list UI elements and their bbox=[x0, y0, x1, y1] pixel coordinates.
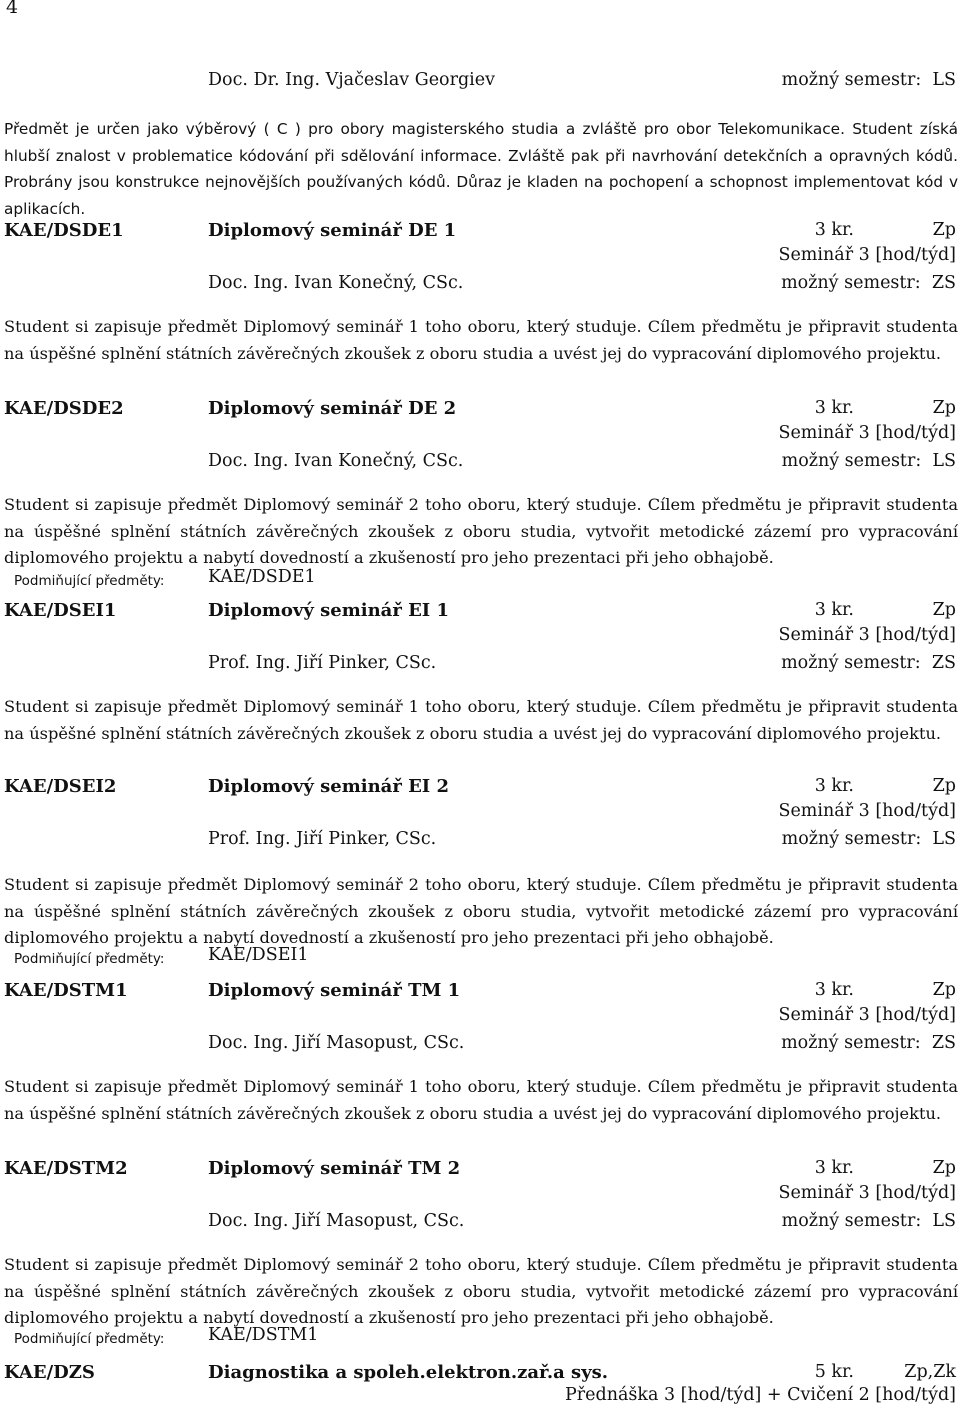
course-credits: 5 kr. bbox=[814, 1362, 854, 1382]
course-semester bbox=[782, 451, 956, 471]
course-semester bbox=[782, 829, 956, 849]
course-teacher: Prof. Ing. Jiří Pinker, CSc. bbox=[208, 829, 437, 849]
semester-label: možný semestr: bbox=[781, 1211, 922, 1231]
prereq-value: KAE/DSEI1 bbox=[208, 945, 309, 965]
semester-label: možný semestr: bbox=[781, 1033, 921, 1053]
course-teacher: Doc. Ing. Jiří Masopust, CSc. bbox=[208, 1211, 465, 1231]
course-credits: 3 kr. bbox=[814, 398, 854, 418]
course-code: KAE/DZS bbox=[4, 1362, 95, 1383]
course-code: KAE/DSDE2 bbox=[4, 398, 124, 419]
course-hours: Seminář 3 [hod/týd] bbox=[778, 801, 956, 821]
course-completion: Zp bbox=[932, 776, 956, 796]
course-description: Student si zapisuje předmět Diplomový seminář 2 toho oboru, který studuje. Cílem předmětu je připravit studenta na úspěšné splnění státních závěrečných zkoušek z oboru studia, vytvořit metodické zázemí pro vypracování diplomového projektu a nabytí dovedností a zkušeností pro jeho prezentaci při jeho obhajobě. bbox=[4, 495, 958, 567]
intro-description: Předmět je určen jako výběrový ( C ) pro obory magisterského studia a zvláště pro obor Telekomunikace. Student získá hlubší znalost v problematice kódování při sdělování informace. Zvláště pak při navrhování detekčních a opravných kódů. Probrány jsou konstrukce nejnovějších používaných kódů. Důraz je kladen na pochopení a schopnost implementovat kód v aplikacích. bbox=[4, 120, 958, 218]
semester-value: LS bbox=[932, 829, 956, 849]
course-completion: Zp bbox=[932, 600, 956, 620]
semester-label: možný semestr: bbox=[781, 653, 921, 673]
course-teacher: Doc. Ing. Jiří Masopust, CSc. bbox=[208, 1033, 465, 1053]
semester-value: LS bbox=[932, 451, 956, 471]
course-completion: Zp bbox=[932, 980, 956, 1000]
course-title: Diplomový seminář DE 2 bbox=[208, 398, 457, 419]
course-semester bbox=[781, 653, 956, 673]
prerequisites bbox=[14, 567, 316, 589]
prereq-label: Podmiňující předměty: bbox=[14, 573, 165, 589]
course-completion: Zp bbox=[932, 1158, 956, 1178]
semester-value: ZS bbox=[931, 1033, 956, 1053]
course-description: Student si zapisuje předmět Diplomový seminář 2 toho oboru, který studuje. Cílem předmětu je připravit studenta na úspěšné splnění státních závěrečných zkoušek z oboru studia, vytvořit metodické zázemí pro vypracování diplomového projektu a nabytí dovedností a zkušeností pro jeho prezentaci při jeho obhajobě. bbox=[4, 1255, 958, 1327]
course-hours: Seminář 3 [hod/týd] bbox=[778, 1005, 956, 1025]
course-teacher: Prof. Ing. Jiří Pinker, CSc. bbox=[208, 653, 437, 673]
semester-label: možný semestr: bbox=[781, 451, 922, 471]
course-title: Diplomový seminář EI 1 bbox=[208, 600, 450, 621]
prereq-value: KAE/DSTM1 bbox=[208, 1325, 319, 1345]
course-completion: Zp bbox=[932, 220, 956, 240]
course-title: Diplomový seminář DE 1 bbox=[208, 220, 457, 241]
semester-value: ZS bbox=[931, 653, 956, 673]
course-completion: Zp,Zk bbox=[904, 1362, 956, 1382]
course-credits: 3 kr. bbox=[814, 1158, 854, 1178]
course-title: Diplomový seminář TM 2 bbox=[208, 1158, 461, 1179]
course-semester bbox=[781, 1033, 956, 1053]
prerequisites bbox=[14, 1325, 319, 1347]
course-description: Student si zapisuje předmět Diplomový seminář 1 toho oboru, který studuje. Cílem předmětu je připravit studenta na úspěšné splnění státních závěrečných zkoušek z oboru studia a uvést jej do vypracování diplomového projektu. bbox=[4, 317, 958, 363]
course-credits: 3 kr. bbox=[814, 980, 854, 1000]
course-hours: Seminář 3 [hod/týd] bbox=[778, 245, 956, 265]
intro-semester bbox=[782, 70, 956, 90]
semester-label: možný semestr: bbox=[781, 70, 922, 90]
semester-value: LS bbox=[932, 1211, 956, 1231]
course-hours: Seminář 3 [hod/týd] bbox=[778, 423, 956, 443]
course-credits: 3 kr. bbox=[814, 776, 854, 796]
course-hours: Seminář 3 [hod/týd] bbox=[778, 625, 956, 645]
prereq-label: Podmiňující předměty: bbox=[14, 951, 165, 967]
course-semester bbox=[781, 273, 956, 293]
semester-value: ZS bbox=[931, 273, 956, 293]
course-completion: Zp bbox=[932, 398, 956, 418]
semester-label: možný semestr: bbox=[781, 273, 921, 293]
prerequisites bbox=[14, 945, 309, 967]
course-code: KAE/DSEI1 bbox=[4, 600, 117, 621]
course-semester bbox=[782, 1211, 956, 1231]
course-description: Student si zapisuje předmět Diplomový seminář 1 toho oboru, který studuje. Cílem předmětu je připravit studenta na úspěšné splnění státních závěrečných zkoušek z oboru studia a uvést jej do vypracování diplomového projektu. bbox=[4, 1077, 958, 1123]
course-code: KAE/DSTM1 bbox=[4, 980, 128, 1001]
course-teacher: Doc. Ing. Ivan Konečný, CSc. bbox=[208, 451, 464, 471]
prereq-label: Podmiňující předměty: bbox=[14, 1331, 165, 1347]
course-code: KAE/DSTM2 bbox=[4, 1158, 128, 1179]
semester-label: možný semestr: bbox=[781, 829, 922, 849]
page-number: 4 bbox=[6, 0, 19, 18]
course-code: KAE/DSDE1 bbox=[4, 220, 124, 241]
course-credits: 3 kr. bbox=[814, 600, 854, 620]
course-description: Student si zapisuje předmět Diplomový seminář 2 toho oboru, který studuje. Cílem předmětu je připravit studenta na úspěšné splnění státních závěrečných zkoušek z oboru studia, vytvořit metodické zázemí pro vypracování diplomového projektu a nabytí dovedností a zkušeností pro jeho prezentaci při jeho obhajobě. bbox=[4, 875, 958, 947]
intro-teacher: Doc. Dr. Ing. Vjačeslav Georgiev bbox=[208, 70, 495, 90]
prereq-value: KAE/DSDE1 bbox=[208, 567, 316, 587]
course-title: Diplomový seminář EI 2 bbox=[208, 776, 450, 797]
course-credits: 3 kr. bbox=[814, 220, 854, 240]
course-description: Student si zapisuje předmět Diplomový seminář 1 toho oboru, který studuje. Cílem předmětu je připravit studenta na úspěšné splnění státních závěrečných zkoušek z oboru studia a uvést jej do vypracování diplomového projektu. bbox=[4, 697, 958, 743]
course-teacher: Doc. Ing. Ivan Konečný, CSc. bbox=[208, 273, 464, 293]
course-title: Diagnostika a spoleh.elektron.zař.a sys. bbox=[208, 1362, 609, 1383]
course-hours: Přednáška 3 [hod/týd] + Cvičení 2 [hod/týd] bbox=[565, 1385, 956, 1405]
course-hours: Seminář 3 [hod/týd] bbox=[778, 1183, 956, 1203]
semester-value: LS bbox=[932, 70, 956, 90]
course-code: KAE/DSEI2 bbox=[4, 776, 117, 797]
course-title: Diplomový seminář TM 1 bbox=[208, 980, 461, 1001]
